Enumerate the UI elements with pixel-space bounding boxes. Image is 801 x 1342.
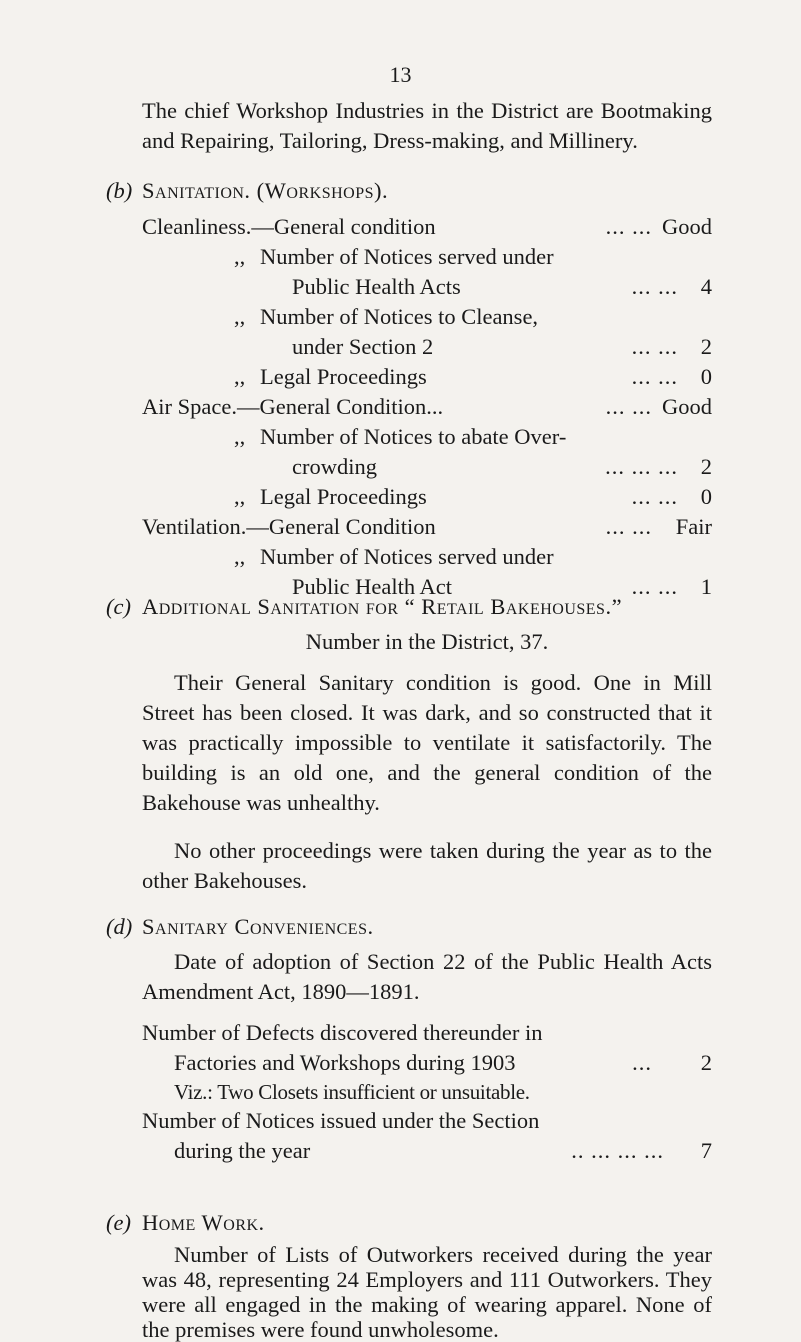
row-label: ,, — [234, 304, 246, 329]
sanitation-row — [142, 212, 712, 242]
sanitation-row — [142, 482, 712, 512]
row-label: ,, — [234, 424, 246, 449]
sanitation-row — [142, 362, 712, 392]
section-e-heading — [106, 1208, 265, 1238]
page-number: 13 — [389, 62, 412, 87]
bakehouse-paragraph-1: Their General Sanitary condition is good. One in Mill Street has been closed. It was dark, and so constructed that it was practically impossible to ventilate it satisfactorily. The building is an old one, and the general condition of the Bakehouse was unhealthy. — [142, 670, 712, 815]
row-label: ,, — [234, 364, 246, 389]
home-work-paragraph: Number of Lists of Outworkers received during the year was 48, representing 24 Employers and 111 Outworkers. They were all engaged in the making of wearing apparel. None of the premises were found unwholesome. — [142, 1242, 712, 1342]
row-text: under Section 2 — [292, 334, 434, 359]
row-text: crowding — [292, 454, 377, 479]
row-text: Number of Notices served under — [260, 544, 554, 569]
section-c-heading — [106, 592, 622, 622]
row-text: Legal Proceedings — [260, 364, 427, 389]
row-leader-dots: ... ... — [605, 394, 652, 419]
row-text: General Condition — [268, 514, 436, 539]
section-e-title: Home Work. — [142, 1210, 265, 1235]
sanitation-row — [142, 302, 712, 332]
intro-paragraph: The chief Workshop Industries in the District are Bootmaking and Repairing, Tailoring, Dress-making, and Millinery. — [142, 98, 712, 153]
sanitation-row — [142, 422, 712, 452]
row-text: General condition — [273, 214, 436, 239]
row-label: ,, — [234, 244, 246, 269]
section-d-heading — [106, 912, 374, 942]
row-text: Legal Proceedings — [260, 484, 427, 509]
notices-line-1: Number of Notices issued under the Section — [142, 1108, 540, 1133]
row-text: Number of Notices to Cleanse, — [260, 304, 539, 329]
section-b-label: (b) — [106, 178, 133, 203]
row-label: Air Space.— — [142, 394, 260, 419]
sanitation-row — [142, 332, 712, 362]
row-text: Public Health Acts — [292, 274, 461, 299]
row-leader-dots: ... ... — [631, 364, 678, 389]
sanitation-row — [142, 542, 712, 572]
row-text: Number of Notices to abate Over- — [260, 424, 567, 449]
row-text: Public Health Act — [292, 574, 452, 599]
row-leader-dots: ... ... ... — [605, 454, 678, 479]
section-b-title: Sanitation. (Workshops). — [142, 178, 389, 203]
sanitation-row — [142, 272, 712, 302]
row-value: Good — [662, 394, 712, 419]
row-label: Ventilation.— — [142, 514, 269, 539]
row-leader-dots: ... ... — [605, 214, 652, 239]
section-b-heading — [106, 176, 388, 206]
section-d-label: (d) — [106, 914, 133, 939]
row-value: 1 — [700, 574, 712, 599]
sanitation-row — [142, 452, 712, 482]
row-text: General Condition... — [259, 394, 444, 419]
row-leader-dots: ... ... — [631, 484, 678, 509]
notices-line-2: during the year .. ... ... ... 7 — [142, 1136, 712, 1166]
viz-line: Viz.: Two Closets insufficient or unsuitable. — [174, 1080, 530, 1104]
row-value: 4 — [700, 274, 712, 299]
bakehouse-paragraph-2: No other proceedings were taken during the year as to the other Bakehouses. — [142, 838, 712, 893]
row-label: ,, — [234, 544, 246, 569]
row-value: 0 — [700, 484, 712, 509]
section-d-title: Sanitary Conveniences. — [142, 914, 374, 939]
defects-line-1: Number of Defects discovered thereunder in — [142, 1020, 543, 1045]
row-value: Good — [662, 214, 712, 239]
section-c-label: (c) — [106, 594, 131, 619]
row-label: Cleanliness.— — [142, 214, 274, 239]
row-leader-dots: ... ... — [631, 274, 678, 299]
sanitation-row — [142, 512, 712, 542]
row-text: Number of Notices served under — [260, 244, 554, 269]
bakehouse-count: Number in the District, 37. — [305, 629, 549, 654]
notices-value: 7 — [700, 1138, 712, 1163]
row-value: 2 — [700, 334, 712, 359]
sanitation-row — [142, 392, 712, 422]
row-leader-dots: ... ... — [605, 514, 652, 539]
defects-value: 2 — [700, 1050, 712, 1075]
row-leader-dots: ... ... — [631, 334, 678, 359]
row-value: 2 — [700, 454, 712, 479]
section-c-title: Additional Sanitation for “ Retail Bakehouses.” — [142, 594, 623, 619]
adoption-paragraph: Date of adoption of Section 22 of the Public Health Acts Amendment Act, 1890—1891. — [142, 949, 712, 1004]
row-value: Fair — [675, 514, 712, 539]
section-e-label: (e) — [106, 1210, 131, 1235]
sanitation-row — [142, 242, 712, 272]
row-leader-dots: ... ... — [631, 574, 678, 599]
row-label: ,, — [234, 484, 246, 509]
defects-line-2: Factories and Workshops during 1903 ... 2 — [142, 1048, 712, 1078]
row-value: 0 — [700, 364, 712, 389]
